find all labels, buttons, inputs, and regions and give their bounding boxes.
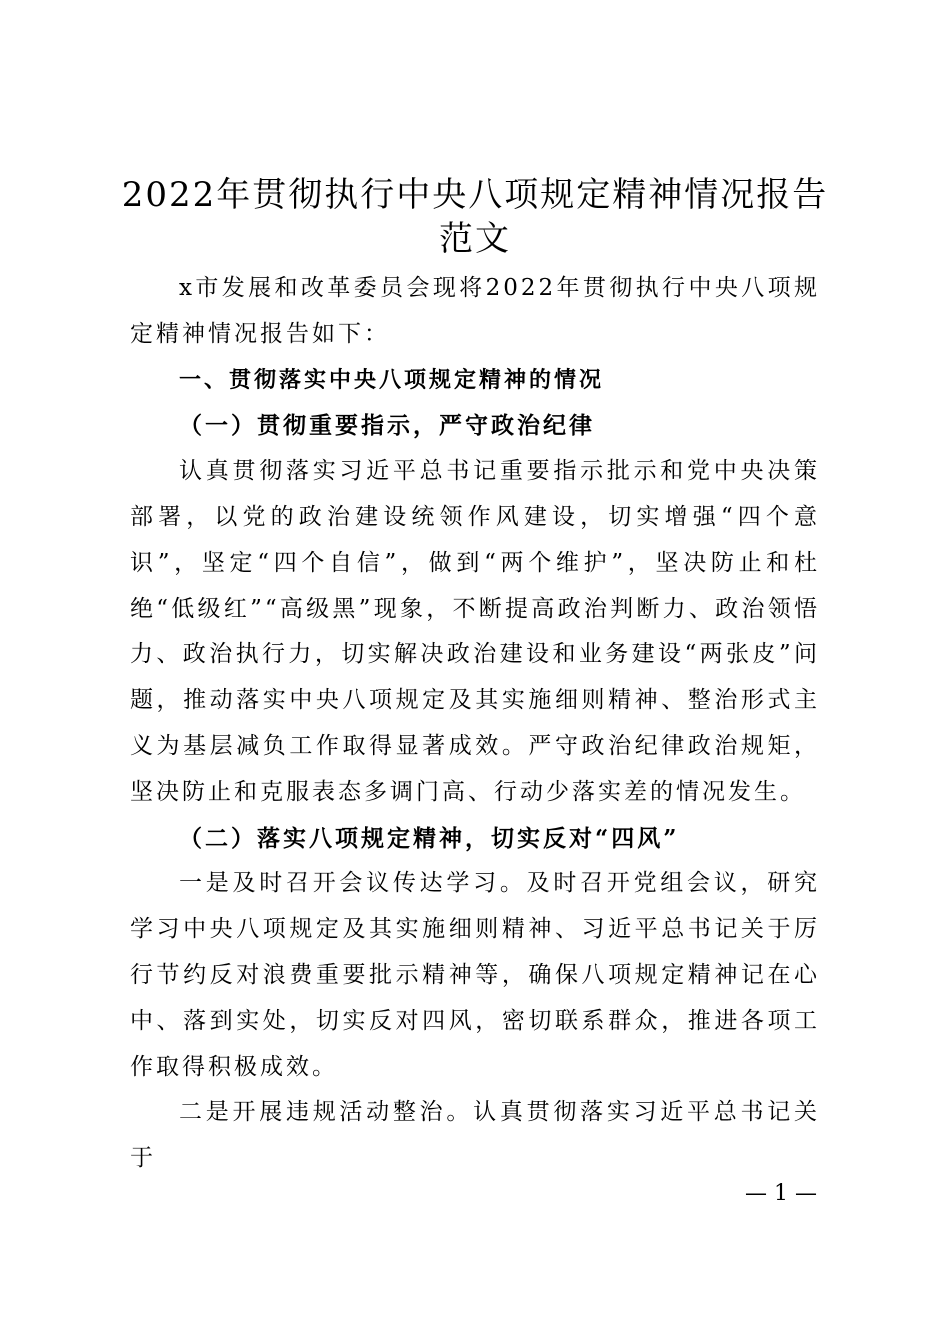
subsection-heading-1: （一）贯彻重要指示，严守政治纪律 [179,412,595,440]
page-number: — 1 — [745,1181,817,1206]
document-title: 2022年贯彻执行中央八项规定精神情况报告 [121,175,829,215]
paragraph-violation-rectification: 二是开展违规活动整治。认真贯彻落实习近平总书记关于 [130,1099,820,1172]
section-heading-1: 一、贯彻落实中央八项规定精神的情况 [179,367,605,393]
paragraph-political-discipline: 认真贯彻落实习近平总书记重要指示批示和党中央决策部署，以党的政治建设统领作风建设，切实增强“四个意识”，坚定“四个自信”，做到“两个维护”，坚决防止和杜绝“低级红”“高级黑”现象，不断提高政治判断力、政治领悟力、政治执行力，切实解决政治建设和业务建设“两张皮”问题，推动落实中央八项规定及其实施细则精神、整治形式主义为基层减负工作取得显著成效。严守政治纪律政治规矩，坚决防止和克服表态多调门高、行动少落实差的情况发生。 [130,458,820,805]
paragraph-meeting-study: 一是及时召开会议传达学习。及时召开党组会议，研究学习中央八项规定及其实施细则精神、习近平总书记关于厉行节约反对浪费重要批示精神等，确保八项规定精神记在心中、落到实处，切实反对四风，密切联系群众，推进各项工作取得积极成效。 [130,870,820,1080]
document-body [130,266,820,1182]
intro-paragraph: x市发展和改革委员会现将2022年贯彻执行中央八项规定精神情况报告如下： [130,275,820,347]
subsection-heading-2: （二）落实八项规定精神，切实反对“四风” [179,824,680,852]
document-title-continued: 范文 [439,219,511,259]
